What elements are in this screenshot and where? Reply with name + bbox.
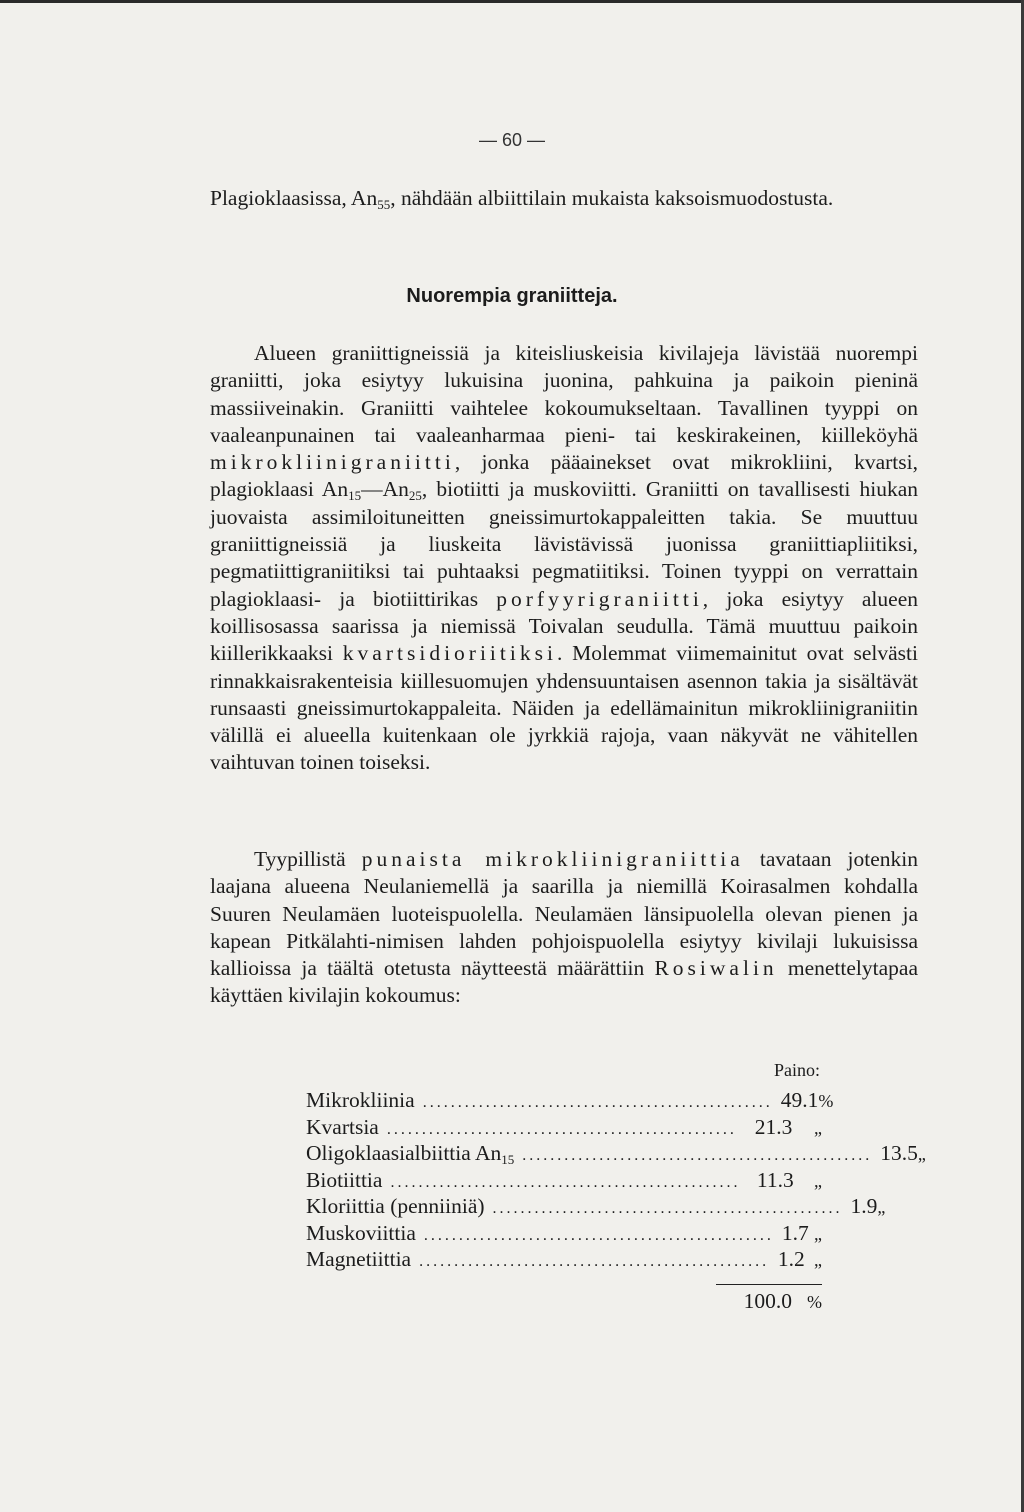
composition-value: 1.7 (781, 1220, 809, 1245)
section-heading: Nuorempia graniitteja. (406, 285, 618, 307)
spaced-term: mikrokliinigraniitti (210, 450, 455, 475)
composition-unit: „ (814, 1117, 822, 1138)
spaced-term: kvartsidioriitiksi (342, 641, 557, 666)
spaced-term: porfyyrigraniitti (496, 586, 703, 611)
page-number: — 60 — (478, 130, 546, 150)
composition-row: Kloriittia (penniiniä) .................................................. 1.9 „ (306, 1194, 886, 1218)
composition-unit: „ (917, 1144, 926, 1164)
paragraph-2: Tyypillistä punaista mikrokliinigraniittia tavataan jotenkin laajana alueena Neulaniemellä ja saarilla ja niemillä Koirasalmen kohdalla Suuren Neulamäen luoteispuolella. Neulamäen länsipuolella olevan pienen ja kapean Pitkälahti-nimisen lahden pohjoispuolella esiytyy kivilaji lukuisissa kallioissa ja täältä otetusta näytteestä määrättiin Rosiwalin menettelytapaa käyttäen kivilajin kokoumus: (210, 847, 918, 1008)
composition-unit: „ (877, 1197, 886, 1217)
composition-unit: „ (814, 1223, 822, 1244)
total-value: 100.0 (743, 1288, 792, 1313)
composition-unit: „ (814, 1170, 822, 1191)
spaced-term: punaista mikrokliinigraniittia (361, 847, 744, 871)
leader-dots: .................................................. (522, 1147, 873, 1164)
leader-dots: .................................................. (422, 1094, 773, 1111)
composition-value: 11.3 (756, 1167, 794, 1192)
composition-row: Muskoviittia .................................................. 1.7 „ (306, 1220, 822, 1245)
composition-unit: % (818, 1091, 834, 1111)
leader-dots: .................................................. (492, 1200, 843, 1217)
leader-dots: .................................................. (423, 1226, 774, 1244)
composition-value: 21.3 (754, 1114, 793, 1139)
composition-total (306, 1289, 822, 1319)
page-edge-top (0, 0, 1024, 3)
leader-dots: .................................................. (390, 1173, 741, 1191)
leader-dots: .................................................. (386, 1120, 737, 1138)
composition-row: Kvartsia .................................................. 21.3 „ (306, 1114, 822, 1139)
leader-dots: .................................................. (419, 1253, 770, 1270)
total-unit: % (807, 1291, 822, 1312)
composition-row: Magnetiittia .................................................. 1.2 „ (306, 1247, 822, 1271)
composition-value: 1.2 (777, 1247, 805, 1271)
composition-value: 49.1 (780, 1088, 819, 1112)
total-rule (716, 1284, 822, 1285)
paragraph-1: Alueen graniittigneissiä ja kiteisliuskeisia kivilajeja lävistää nuorempi graniitti, joka esiytyy lukuisina juonina, pahkuina ja paikoin pieninä massiiveinakin. Graniitti vaihtelee kokoumukseltaan. Tavallinen tyyppi on vaaleanpunainen tai vaaleanharmaa pieni- tai keskirakeinen, kiilleköyhä mikrokliinigraniitti, jonka pääainekset ovat mikrokliini, kvartsi, plagioklaasi $An_{15}—An_{25}$, biotiitti ja muskoviitti. Graniitti on tavallisesti hiukan juovaista assimiloituneitten gneissimurtokappaleitten takia. Se muuttuu graniittigneissiä ja liuskeita lävistävissä juonissa graniittiapliitiksi, pegmatiittigraniitiksi tai puhtaaksi pegmatiitiksi. Toinen tyyppi on verrattain plagioklaasi- ja biotiittirikas porfyyrigraniitti, joka esiytyy alueen koillisosassa saarissa ja niemissä Toivalan seudulla. Tämä muuttuu paikoin kiillerikkaaksi kvartsidioriitiksi. Molemmat viimemainitut ovat selvästi rinnakkaisrakenteisia kiillesuomujen yhdensuuntaisen asennon takia ja sisältävät runsaasti gneissimurtokappaleita. Näiden ja edellämainitun mikrokliinigraniitin välillä ei alueella kuitenkaan ole jyrkkiä rajoja, vaan näkyvät ne vähitellen vaihtuvan toinen toiseksi. (210, 341, 918, 775)
intro-paragraph: Plagioklaasissa, $An_{55}$, nähdään albiittilain mukaista kaksoismuodostusta. (210, 186, 834, 212)
composition-row: Mikrokliinia .................................................. 49.1 % (306, 1088, 834, 1112)
composition-row: Biotiittia .................................................. 11.3 „ (306, 1167, 822, 1192)
composition-value: 13.5 (880, 1141, 918, 1165)
composition-unit: „ (814, 1250, 822, 1270)
composition-value: 1.9 (850, 1194, 878, 1218)
composition-table (306, 1060, 926, 1319)
composition-header: Paino: (773, 1060, 820, 1080)
composition-row: Oligoklaasialbiittia $An_{15}$ .................................................. 13.5 „ (306, 1141, 926, 1167)
spaced-term: Rosiwalin (654, 956, 778, 981)
